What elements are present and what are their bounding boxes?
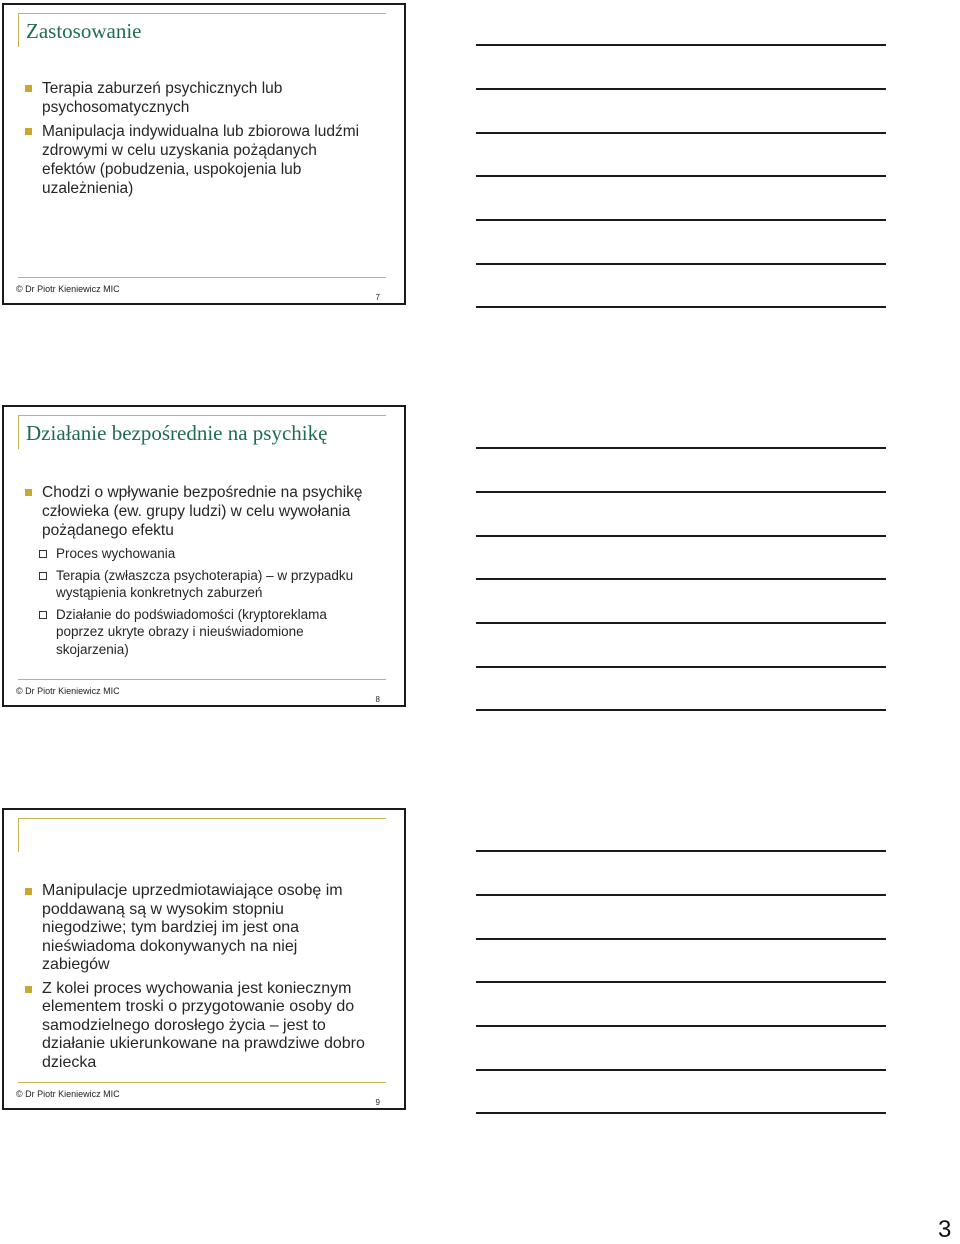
note-line — [476, 306, 886, 308]
footer-rule — [18, 679, 386, 680]
square-bullet-icon — [25, 489, 32, 496]
sub-bullet-text: Proces wychowania — [56, 546, 176, 561]
note-line — [476, 132, 886, 134]
checkbox-bullet-icon — [39, 572, 47, 580]
note-line — [476, 938, 886, 940]
bullet-item — [22, 79, 368, 117]
bullet-item — [22, 980, 368, 1073]
slide-8 — [2, 405, 406, 707]
square-bullet-icon — [25, 128, 32, 135]
slide-number: 7 — [375, 293, 380, 302]
sub-bullet-item — [22, 606, 368, 659]
note-line — [476, 578, 886, 580]
note-line — [476, 1025, 886, 1027]
sub-bullet-text: Terapia (zwłaszcza psychoterapia) – w przypadku wystąpienia konkretnych zaburzeń — [56, 567, 354, 600]
title-rule-vertical — [18, 13, 19, 47]
square-bullet-icon — [25, 85, 32, 92]
note-line — [476, 175, 886, 177]
bullet-text: Terapia zaburzeń psychicznych lub psychosomatycznych — [42, 80, 283, 116]
note-line — [476, 263, 886, 265]
bullet-item — [22, 483, 368, 540]
note-line — [476, 709, 886, 711]
bullet-item — [22, 882, 368, 975]
note-line — [476, 850, 886, 852]
copyright-footer: © Dr Piotr Kieniewicz MIC — [16, 1089, 120, 1099]
bullet-text: Chodzi o wpływanie bezpośrednie na psychikę człowieka (ew. grupy ludzi) w celu wywołania pożądanego efektu — [42, 484, 363, 539]
copyright-footer: © Dr Piotr Kieniewicz MIC — [16, 284, 120, 294]
bullet-text: Manipulacja indywidualna lub zbiorowa ludźmi zdrowymi w celu uzyskania pożądanych efektów (pobudzenia, uspokojenia lub uzależnienia) — [42, 123, 360, 197]
sub-bullet-item — [22, 567, 368, 602]
note-line — [476, 1069, 886, 1071]
bullet-text: Z kolei proces wychowania jest koniecznym elementem troski o przygotowanie osoby do samodzielnego dorosłego życia – jest to działanie ukierunkowane na prawdziwe dobro dziecka — [42, 979, 365, 1071]
bullet-list — [22, 79, 368, 203]
bullet-list — [22, 882, 368, 1077]
checkbox-bullet-icon — [39, 550, 47, 558]
slide-number: 9 — [375, 1098, 380, 1107]
footer-rule — [18, 1082, 386, 1083]
sub-bullet-text: Działanie do podświadomości (kryptoreklama poprzez ukryte obrazy i nieuświadomione skojarzenia) — [56, 606, 327, 657]
page-number: 3 — [938, 1216, 952, 1243]
square-bullet-icon — [25, 888, 32, 895]
slide-7 — [2, 3, 406, 305]
bullet-item — [22, 122, 368, 198]
title-rule-vertical — [18, 818, 19, 852]
sub-bullet-item — [22, 545, 368, 563]
note-line — [476, 981, 886, 983]
slide-title: Zastosowanie — [26, 19, 142, 43]
slide-9 — [2, 808, 406, 1110]
note-line — [476, 666, 886, 668]
checkbox-bullet-icon — [39, 611, 47, 619]
square-bullet-icon — [25, 986, 32, 993]
slide-number: 8 — [375, 695, 380, 704]
note-line — [476, 535, 886, 537]
bullet-text: Manipulacje uprzedmiotawiające osobę im poddawaną są w wysokim stopniu niegodziwe; tym bardziej im jest ona nieświadoma dokonywanych na niej zabiegów — [42, 882, 343, 973]
note-line — [476, 1112, 886, 1114]
title-rule-vertical — [18, 415, 19, 449]
note-line — [476, 219, 886, 221]
title-rule — [18, 13, 386, 14]
note-line — [476, 622, 886, 624]
copyright-footer: © Dr Piotr Kieniewicz MIC — [16, 686, 120, 696]
title-rule — [18, 415, 386, 416]
note-line — [476, 447, 886, 449]
title-rule — [18, 818, 386, 819]
note-line — [476, 88, 886, 90]
note-line — [476, 491, 886, 493]
footer-rule — [18, 277, 386, 278]
bullet-list — [22, 483, 368, 660]
note-line — [476, 894, 886, 896]
note-line — [476, 44, 886, 46]
slide-title: Działanie bezpośrednie na psychikę — [26, 421, 328, 445]
